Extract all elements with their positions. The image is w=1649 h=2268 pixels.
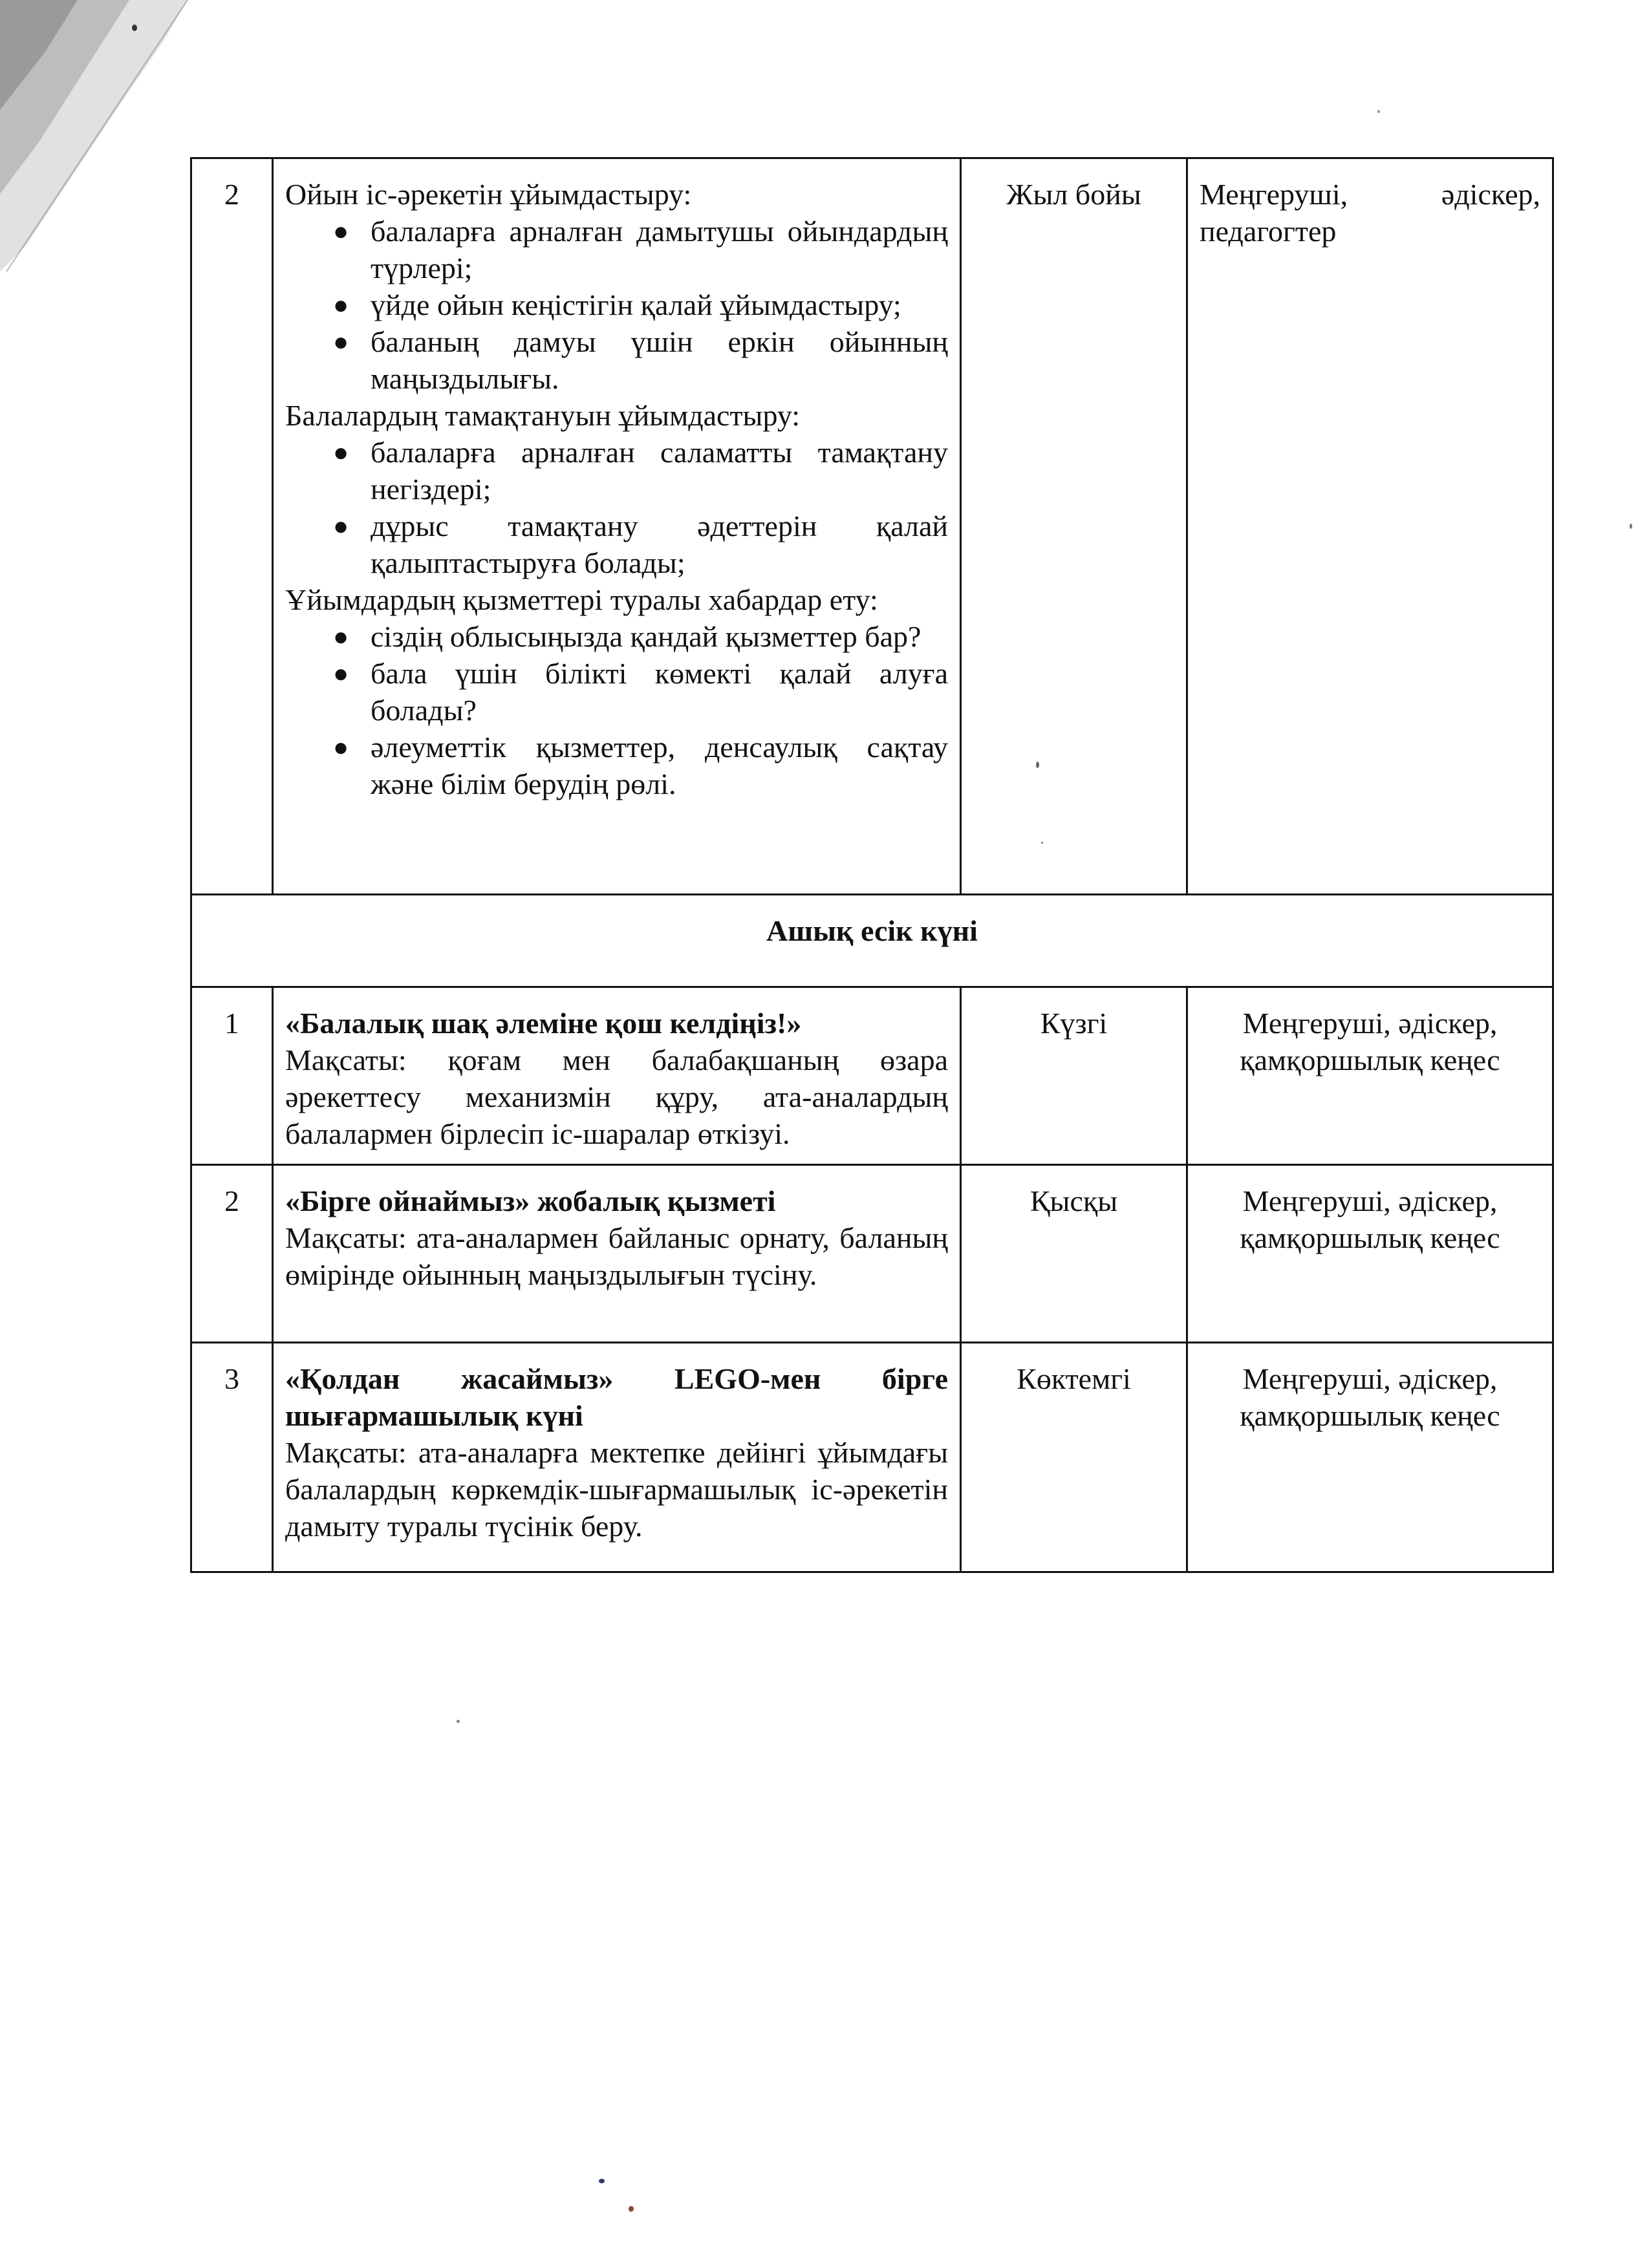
period-cell: Жыл бойы: [961, 158, 1187, 895]
event-cell: [273, 1343, 961, 1572]
list-item-text: дұрыс тамақтану әдеттерін қалай қалыптастыруға болады;: [371, 509, 948, 579]
bullet-icon: ●: [333, 217, 349, 246]
list-item: [285, 323, 948, 397]
topic-group-heading: Балалардың тамақтануын ұйымдастыру:: [285, 399, 801, 432]
list-item: [285, 286, 948, 323]
list-item-text: балаларға арналған саламатты тамақтану негіздері;: [371, 436, 948, 506]
event-description: Мақсаты: ата-аналармен байланыс орнату, баланың өмірінде ойынның маңыздылығын түсіну.: [285, 1221, 948, 1291]
row-number: 2: [191, 158, 273, 895]
bullet-icon: ●: [333, 511, 349, 540]
bullet-icon: ●: [333, 327, 349, 356]
event-cell: [273, 987, 961, 1165]
period-cell: Көктемгі: [961, 1343, 1187, 1572]
table-row: [191, 1343, 1553, 1572]
bullet-icon: ●: [333, 622, 349, 651]
row-number: 3: [191, 1343, 273, 1572]
list-item: [285, 508, 948, 581]
scan-speck: [599, 2179, 605, 2183]
responsible-cell: Меңгеруші, әдіскер, қамқоршылық кеңес: [1187, 1343, 1553, 1572]
bullet-icon: ●: [333, 438, 349, 467]
list-item: [285, 213, 948, 286]
bullet-icon: ●: [333, 290, 349, 319]
table-row: [191, 1165, 1553, 1343]
event-description: Мақсаты: қоғам мен балабақшаның өзара әрекеттесу механизмін құру, ата-аналардың балалармен бірлесіп іс-шаралар өткізуі.: [285, 1043, 948, 1150]
scan-speck: [457, 1720, 460, 1723]
plan-table: [190, 157, 1554, 1573]
folded-corner-shadow: [0, 0, 194, 272]
event-title: «Бірге ойнаймыз» жобалық қызметі: [285, 1184, 776, 1217]
table-row: [191, 158, 1553, 895]
bullet-icon: ●: [333, 659, 349, 688]
topic-group-heading: Ойын іс-әрекетін ұйымдастыру:: [285, 178, 692, 211]
row-number: 2: [191, 1165, 273, 1343]
scan-speck: [1377, 110, 1380, 113]
responsible-cell: Меңгеруші, әдіскер, қамқоршылық кеңес: [1187, 987, 1553, 1165]
event-description: Мақсаты: ата-аналарға мектепке дейінгі ұйымдағы балалардың көркемдік-шығармашылық іс-әрекетін дамыту туралы түсінік беру.: [285, 1436, 948, 1543]
topic-list: [285, 213, 948, 397]
event-title: «Қолдан жасаймыз» LEGO-мен бірге шығармашылық күні: [285, 1362, 948, 1432]
responsible-cell: Меңгеруші, әдіскер, қамқоршылық кеңес: [1187, 1165, 1553, 1343]
topic-group-heading: Ұйымдардың қызметтері туралы хабардар ету:: [285, 583, 878, 616]
scan-speck: [132, 25, 137, 31]
list-item: [285, 729, 948, 802]
scan-speck: [1630, 524, 1632, 529]
section-row: [191, 895, 1553, 987]
event-cell: [273, 1165, 961, 1343]
list-item: [285, 618, 948, 655]
scan-speck: [629, 2206, 634, 2212]
topic-list: [285, 434, 948, 581]
list-item: [285, 655, 948, 729]
section-title: Ашық есік күні: [191, 895, 1553, 987]
bullet-icon: ●: [333, 733, 349, 762]
responsible-cell: Меңгеруші, әдіскер, педагогтер: [1187, 158, 1553, 895]
list-item-text: сіздің облысыңызда қандай қызметтер бар?: [371, 620, 921, 653]
row-number: 1: [191, 987, 273, 1165]
topics-cell: [273, 158, 961, 895]
list-item-text: балаларға арналған дамытушы ойындардың түрлері;: [371, 215, 948, 284]
period-cell: Күзгі: [961, 987, 1187, 1165]
period-cell: Қысқы: [961, 1165, 1187, 1343]
list-item-text: баланың дамуы үшін еркін ойынның маңыздылығы.: [371, 325, 948, 395]
list-item: [285, 434, 948, 508]
list-item-text: әлеуметтік қызметтер, денсаулық сақтау және білім берудің рөлі.: [371, 731, 948, 800]
topic-list: [285, 618, 948, 802]
table-row: [191, 987, 1553, 1165]
event-title: «Балалық шақ әлеміне қош келдіңіз!»: [285, 1007, 802, 1040]
list-item-text: үйде ойын кеңістігін қалай ұйымдастыру;: [371, 288, 901, 321]
list-item-text: бала үшін білікті көмекті қалай алуға болады?: [371, 657, 948, 727]
